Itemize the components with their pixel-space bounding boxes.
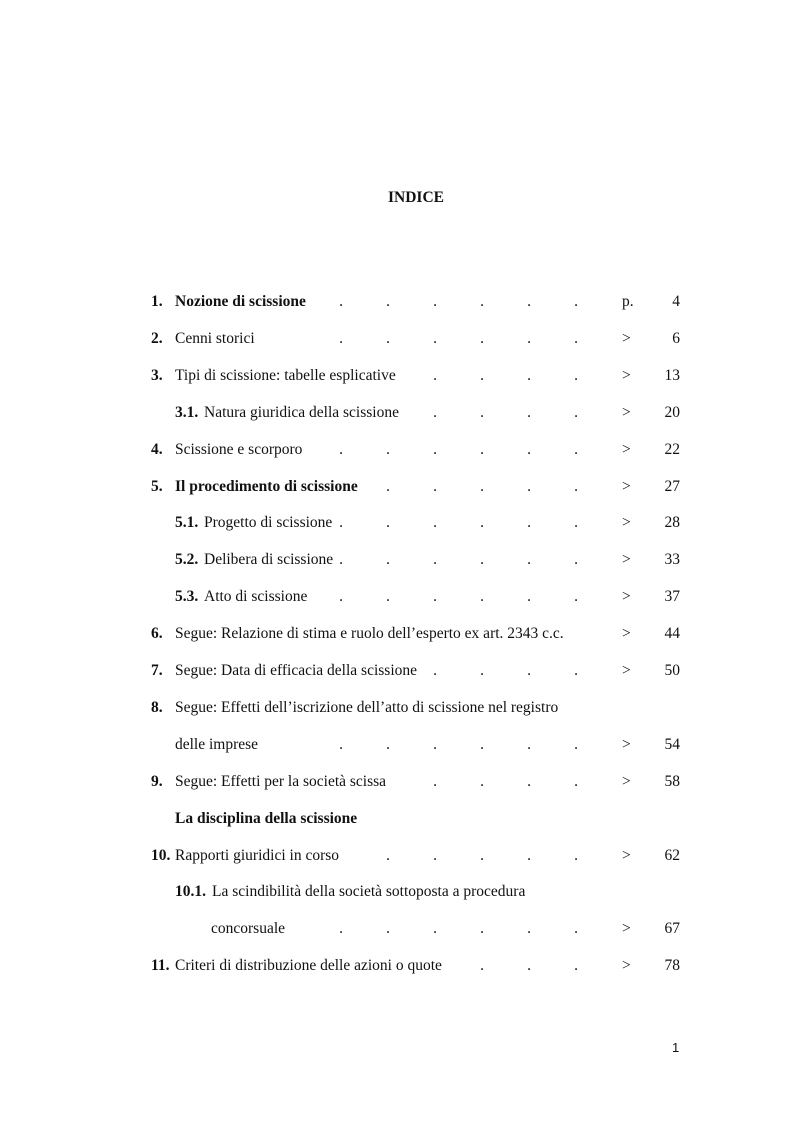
toc-page-number: 33	[664, 551, 680, 569]
page-marker: >	[622, 846, 631, 864]
toc-entry	[0, 698, 794, 718]
page-marker: >	[622, 329, 631, 347]
leader-dot: .	[574, 366, 578, 384]
leader-dot: .	[527, 329, 531, 347]
page-marker: >	[622, 957, 631, 975]
leader-dot: .	[480, 329, 484, 347]
toc-entry	[0, 772, 794, 792]
page-marker: >	[622, 366, 631, 384]
page-marker: >	[622, 772, 631, 790]
toc-page-number: 50	[664, 662, 680, 679]
leader-dot: .	[386, 735, 390, 753]
leader-dot: .	[386, 293, 390, 310]
toc-entry-title: Rapporti giuridici in corso	[175, 846, 340, 864]
toc-entry	[0, 513, 794, 533]
leader-dot: .	[433, 772, 437, 790]
leader-dot: .	[527, 957, 531, 975]
toc-entry-title: Segue: Effetti per la società scissa	[175, 772, 387, 790]
leader-dot: .	[480, 477, 484, 495]
toc-page-number: 67	[664, 920, 680, 938]
leader-dot: .	[574, 920, 578, 938]
toc-entry-number: 4.	[151, 440, 163, 458]
leader-dot: .	[480, 366, 484, 384]
leader-dot: .	[480, 403, 484, 421]
leader-dot: .	[433, 551, 437, 569]
toc-entry-title: concorsuale	[211, 920, 286, 938]
toc-entry-title: Nozione di scissione	[175, 293, 306, 310]
leader-dot: .	[433, 735, 437, 753]
toc-entry-number: 2.	[151, 329, 163, 347]
leader-dot: .	[527, 735, 531, 753]
leader-dot: .	[386, 846, 390, 864]
toc-page-number: 62	[664, 846, 680, 864]
leader-dot: .	[527, 920, 531, 938]
toc-subentry-number: 5.1.	[175, 514, 199, 532]
toc-entry-number: 11.	[151, 957, 170, 975]
page-marker: p.	[622, 293, 634, 310]
toc-entry-number: 6.	[151, 625, 163, 643]
leader-dot: .	[480, 293, 484, 310]
leader-dot: .	[527, 551, 531, 569]
toc-entry	[0, 292, 794, 312]
leader-dot: .	[339, 293, 343, 310]
leader-dot: .	[527, 514, 531, 532]
page-marker: >	[622, 625, 631, 643]
leader-dot: .	[574, 662, 578, 679]
leader-dot: .	[574, 588, 578, 606]
toc-page-number: 20	[664, 403, 680, 421]
toc-entry	[0, 440, 794, 460]
toc-entry	[0, 809, 794, 829]
leader-dot: .	[339, 440, 343, 458]
toc-entry-title: delle imprese	[175, 735, 259, 753]
leader-dot: .	[574, 440, 578, 458]
leader-dot: .	[339, 551, 343, 569]
toc-entry-title: Natura giuridica della scissione	[204, 403, 399, 421]
leader-dot: .	[433, 846, 437, 864]
toc-entry	[0, 403, 794, 423]
leader-dot: .	[386, 440, 390, 458]
leader-dot: .	[433, 662, 437, 679]
toc-entry-title: Atto di scissione	[204, 588, 308, 606]
toc-page-number: 54	[664, 735, 680, 753]
leader-dot: .	[527, 588, 531, 606]
toc-entry-title: Segue: Data di efficacia della scissione	[175, 662, 418, 679]
leader-dot: .	[574, 329, 578, 347]
leader-dot: .	[480, 957, 484, 975]
toc-entry	[0, 624, 794, 644]
toc-entry-number: 5.	[151, 477, 163, 495]
leader-dot: .	[527, 403, 531, 421]
toc-entry-number: 1.	[151, 293, 163, 310]
page-marker: >	[622, 514, 631, 532]
toc-page-number: 4	[672, 293, 680, 310]
toc-entry-title: La scindibilità della società sottoposta a procedura	[212, 883, 526, 901]
toc-page-number: 44	[664, 625, 680, 643]
leader-dot: .	[480, 920, 484, 938]
leader-dot: .	[433, 477, 437, 495]
toc-page-number: 22	[664, 440, 680, 458]
toc-page-number: 58	[664, 772, 680, 790]
toc-page-number: 37	[664, 588, 680, 606]
toc-subentry-number: 5.2.	[175, 551, 199, 569]
leader-dot: .	[527, 440, 531, 458]
toc-page-number: 6	[672, 329, 680, 347]
leader-dot: .	[480, 440, 484, 458]
leader-dot: .	[386, 477, 390, 495]
toc-page-number: 78	[664, 957, 680, 975]
page-marker: >	[622, 440, 631, 458]
toc-entry-title: Tipi di scissione: tabelle esplicative	[175, 366, 396, 384]
toc-entry	[0, 956, 794, 976]
toc-entry	[0, 846, 794, 866]
toc-entry	[0, 329, 794, 349]
page-marker: >	[622, 403, 631, 421]
leader-dot: .	[527, 772, 531, 790]
page-marker: >	[622, 662, 631, 679]
toc-page-number: 28	[664, 514, 680, 532]
leader-dot: .	[339, 735, 343, 753]
leader-dot: .	[574, 846, 578, 864]
leader-dot: .	[386, 588, 390, 606]
toc-entry-title: Scissione e scorporo	[175, 440, 303, 458]
toc-entry-title: La disciplina della scissione	[175, 809, 358, 827]
page-folio: 1	[672, 1040, 680, 1055]
leader-dot: .	[480, 514, 484, 532]
leader-dot: .	[574, 957, 578, 975]
leader-dot: .	[527, 366, 531, 384]
leader-dot: .	[433, 366, 437, 384]
leader-dot: .	[480, 588, 484, 606]
leader-dot: .	[386, 514, 390, 532]
leader-dot: .	[527, 662, 531, 679]
toc-entry	[0, 882, 794, 902]
toc-entry-title: Cenni storici	[175, 329, 255, 347]
toc-entry-title: Delibera di scissione	[204, 551, 334, 569]
leader-dot: .	[527, 846, 531, 864]
leader-dot: .	[386, 329, 390, 347]
leader-dot: .	[480, 551, 484, 569]
leader-dot: .	[433, 588, 437, 606]
leader-dot: .	[339, 588, 343, 606]
toc-entry-title: Segue: Effetti dell’iscrizione dell’atto di scissione nel registro	[175, 698, 559, 716]
leader-dot: .	[574, 293, 578, 310]
leader-dot: .	[339, 920, 343, 938]
leader-dot: .	[339, 514, 343, 532]
page-marker: >	[622, 588, 631, 606]
toc-entry-number: 7.	[151, 662, 163, 679]
toc-entry	[0, 661, 794, 681]
toc-entry-title: Progetto di scissione	[204, 514, 333, 532]
toc-subentry-number: 10.1.	[175, 883, 206, 901]
leader-dot: .	[386, 920, 390, 938]
toc-entry-number: 3.	[151, 366, 163, 384]
leader-dot: .	[480, 735, 484, 753]
leader-dot: .	[386, 551, 390, 569]
page-marker: >	[622, 551, 631, 569]
leader-dot: .	[574, 403, 578, 421]
leader-dot: .	[574, 551, 578, 569]
leader-dot: .	[480, 772, 484, 790]
leader-dot: .	[433, 403, 437, 421]
leader-dot: .	[574, 514, 578, 532]
toc-entry	[0, 735, 794, 755]
leader-dot: .	[433, 514, 437, 532]
leader-dot: .	[527, 477, 531, 495]
toc-page-number: 27	[664, 477, 680, 495]
page-marker: >	[622, 920, 631, 938]
leader-dot: .	[339, 329, 343, 347]
leader-dot: .	[433, 293, 437, 310]
leader-dot: .	[433, 440, 437, 458]
leader-dot: .	[574, 772, 578, 790]
toc-entry-title: Criteri di distribuzione delle azioni o quote	[175, 957, 442, 975]
toc-entry	[0, 477, 794, 497]
toc-entry-number: 8.	[151, 698, 163, 716]
toc-entry	[0, 919, 794, 939]
toc-entry	[0, 366, 794, 386]
toc-entry	[0, 550, 794, 570]
leader-dot: .	[480, 846, 484, 864]
leader-dot: .	[574, 477, 578, 495]
toc-entry	[0, 587, 794, 607]
toc-entry-title: Il procedimento di scissione	[175, 477, 358, 495]
toc-subentry-number: 5.3.	[175, 588, 199, 606]
leader-dot: .	[433, 329, 437, 347]
page-marker: >	[622, 477, 631, 495]
leader-dot: .	[480, 662, 484, 679]
toc-entry-title: Segue: Relazione di stima e ruolo dell’esperto ex art. 2343 c.c.	[175, 625, 564, 643]
leader-dot: .	[527, 293, 531, 310]
toc-entry-number: 10.	[151, 846, 171, 864]
toc-page-number: 13	[664, 366, 680, 384]
page-title: INDICE	[388, 189, 444, 206]
toc-subentry-number: 3.1.	[175, 403, 199, 421]
leader-dot: .	[433, 920, 437, 938]
leader-dot: .	[574, 735, 578, 753]
toc-entry-number: 9.	[151, 772, 163, 790]
page-marker: >	[622, 735, 631, 753]
